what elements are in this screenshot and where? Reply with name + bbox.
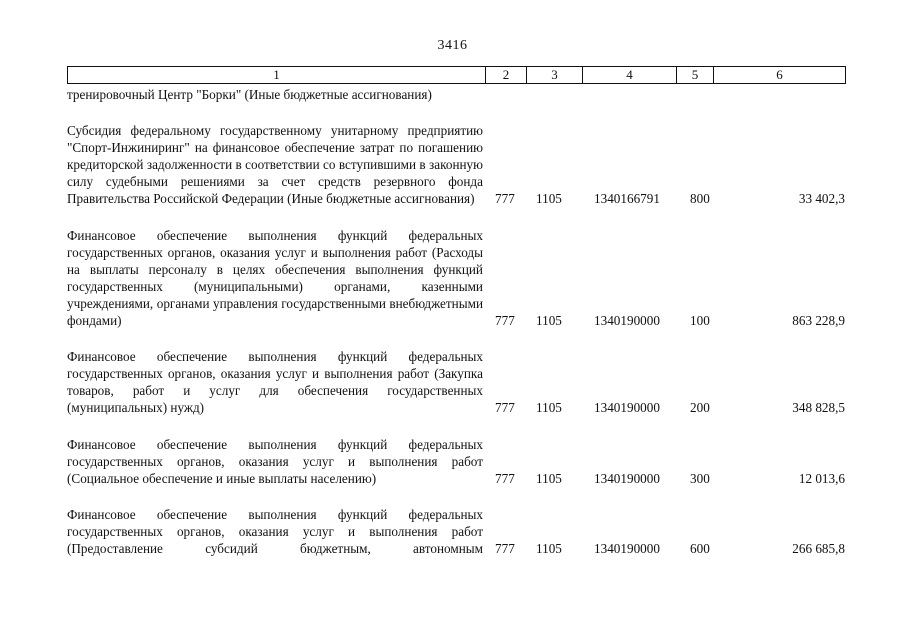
row-amount: 33 402,3 — [798, 191, 845, 207]
row-ministry-code: 777 — [495, 540, 515, 556]
row-amount: 863 228,9 — [792, 313, 845, 329]
budget-table-body — [67, 86, 845, 557]
table-row — [67, 348, 845, 416]
column-header-table — [67, 66, 846, 84]
row-description: тренировочный Центр "Борки" (Иные бюджетные ассигнования) — [67, 87, 432, 102]
column-header-6: 6 — [714, 67, 846, 84]
column-header-1: 1 — [68, 67, 486, 84]
row-description: Финансовое обеспечение выполнения функций федеральных государственных органов, оказания услуг и выполнения работ (Предоставление субсидий бюджетным, автономным — [67, 506, 483, 556]
row-section-code: 1105 — [536, 191, 562, 207]
row-ministry-code: 777 — [495, 313, 515, 329]
table-row — [67, 122, 845, 207]
row-expense-type: 200 — [690, 400, 710, 416]
row-section-code: 1105 — [536, 540, 562, 556]
row-target-code: 1340190000 — [594, 400, 660, 416]
row-expense-type: 600 — [690, 540, 710, 556]
row-amount: 266 685,8 — [792, 540, 845, 556]
table-row — [67, 86, 845, 103]
row-description: Финансовое обеспечение выполнения функций федеральных государственных органов, оказания услуг и выполнения работ (Закупка товаров, работ и услуг для обеспечения государственных (муниципальных) нужд) — [67, 349, 483, 416]
column-header-4: 4 — [583, 67, 677, 84]
table-row — [67, 227, 845, 330]
table-row — [67, 436, 845, 487]
column-header-2: 2 — [486, 67, 527, 84]
row-expense-type: 800 — [690, 191, 710, 207]
row-description: Финансовое обеспечение выполнения функций федеральных государственных органов, оказания услуг и выполнения работ (Социальное обеспечение и иные выплаты населению) — [67, 436, 483, 486]
row-target-code: 1340190000 — [594, 540, 660, 556]
row-ministry-code: 777 — [495, 191, 515, 207]
row-expense-type: 300 — [690, 470, 710, 486]
row-amount: 12 013,6 — [798, 470, 845, 486]
table-row — [67, 506, 845, 557]
row-ministry-code: 777 — [495, 400, 515, 416]
row-description: Финансовое обеспечение выполнения функций федеральных государственных органов, оказания услуг и выполнения работ (Расходы на выплаты персоналу в целях обеспечения выполнения функций государственных (муниципальными) органами, казенными учреждениями, органами управления государственными внебюджетными фондами) — [67, 227, 483, 329]
row-section-code: 1105 — [536, 313, 562, 329]
row-target-code: 1340190000 — [594, 313, 660, 329]
page-number: 3416 — [437, 38, 468, 53]
row-ministry-code: 777 — [495, 470, 515, 486]
column-header-3: 3 — [527, 67, 583, 84]
row-expense-type: 100 — [690, 313, 710, 329]
column-header-5: 5 — [677, 67, 714, 84]
row-section-code: 1105 — [536, 400, 562, 416]
row-section-code: 1105 — [536, 470, 562, 486]
row-target-code: 1340166791 — [594, 191, 660, 207]
row-target-code: 1340190000 — [594, 470, 660, 486]
column-header-row — [68, 67, 846, 84]
row-amount: 348 828,5 — [792, 400, 845, 416]
row-description: Субсидия федеральному государственному унитарному предприятию "Спорт-Инжиниринг" на финансовое обеспечение затрат по погашению кредиторской задолженности в соответствии со вступившими в законную силу судебными решениями за счет средств резервного фонда Правительства Российской Федерации (Иные бюджетные ассигнования) — [67, 123, 483, 207]
